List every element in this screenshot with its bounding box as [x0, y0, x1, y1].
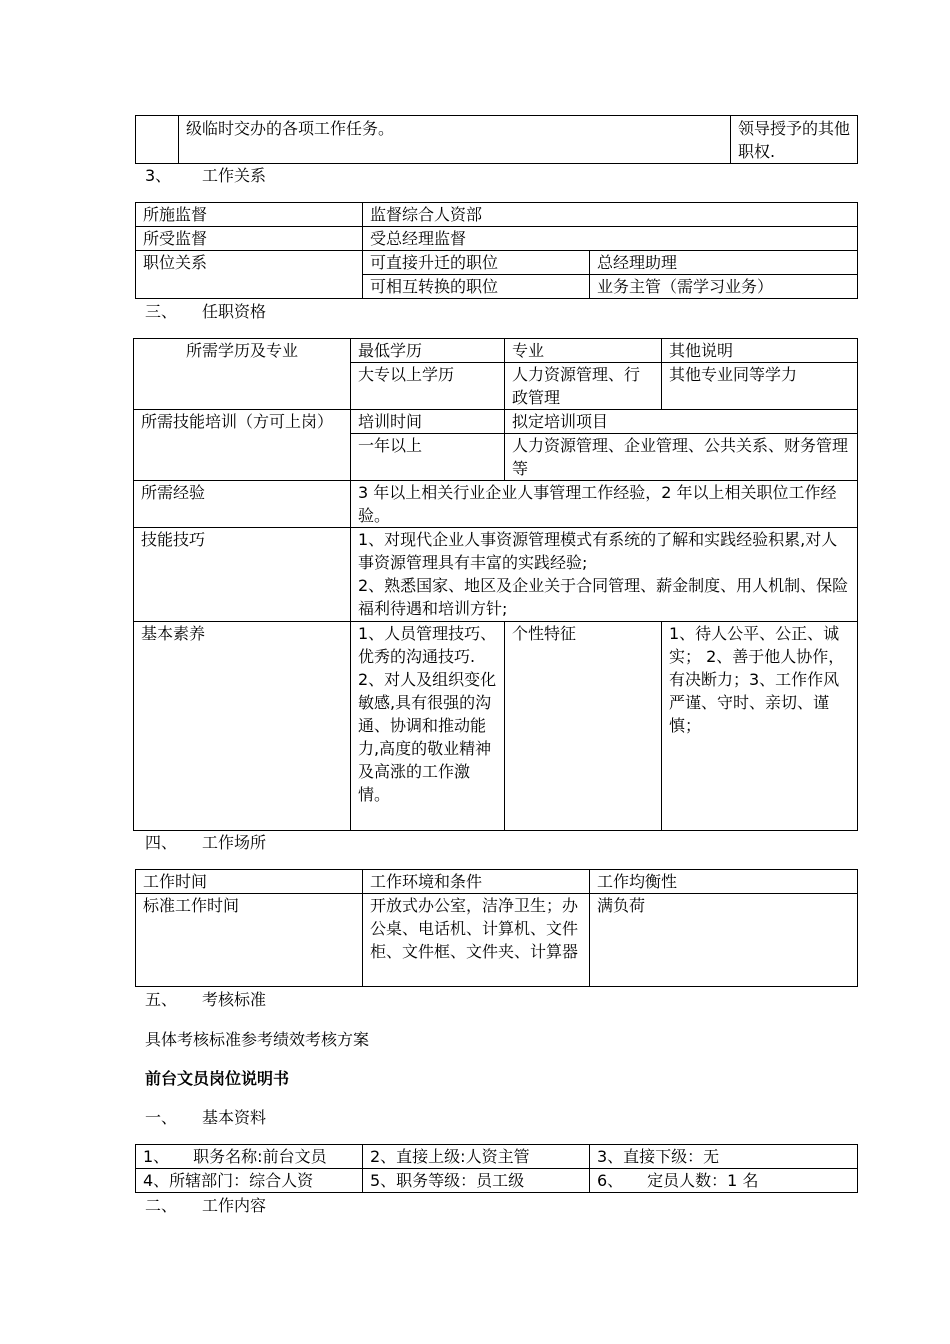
training-label: 所需技能培训（方可上岗）: [134, 410, 351, 481]
min-education-header: 最低学历: [351, 339, 505, 363]
other-notes-value: 其他专业同等学力: [662, 363, 858, 410]
training-time-value: 一年以上: [351, 434, 505, 481]
basic-info-table: [135, 1144, 858, 1193]
personality-value: 1、待人公平、公正、诚实； 2、善于他人协作，有决断力；3、工作作风严谨、守时、亲切、谨慎；: [662, 622, 858, 831]
rotate-label: 可相互转换的职位: [363, 275, 590, 299]
work-environment-value: 开放式办公室，洁净卫生；办公桌、电话机、计算机、文件柜、文件框、文件夹、计算器: [363, 894, 590, 987]
supervise-value: 监督综合人资部: [363, 203, 858, 227]
department-cell: 4、所辖部门：综合人资: [136, 1169, 363, 1193]
supervised-label: 所受监督: [136, 227, 363, 251]
skills-label: 技能技巧: [134, 528, 351, 622]
section-heading-assessment: 五、 考核标准: [145, 990, 267, 1009]
skills-line-1: 1、对现代企业人事资源管理模式有系统的了解和实践经验积累,对人事资源管理具有丰富的实践经验;: [358, 530, 838, 572]
supervise-label: 所施监督: [136, 203, 363, 227]
duty-other-cell: 领导授予的其他职权.: [731, 116, 858, 164]
min-education-value: 大专以上学历: [351, 363, 505, 410]
major-header: 专业: [505, 339, 662, 363]
duty-text-cell: 级临时交办的各项工作任务。: [179, 116, 731, 164]
qualification-table: [133, 338, 858, 831]
promote-value: 总经理助理: [590, 251, 858, 275]
training-items-value: 人力资源管理、企业管理、公共关系、财务管理等: [505, 434, 858, 481]
job-level-cell: 5、职务等级：员工级: [363, 1169, 590, 1193]
promote-label: 可直接升迁的职位: [363, 251, 590, 275]
direct-subordinate-cell: 3、直接下级：无: [590, 1145, 858, 1169]
duty-continuation-table: [135, 115, 858, 164]
section-heading-relations: 3、 工作关系: [145, 166, 267, 185]
section-heading-basic: 一、 基本资料: [145, 1108, 267, 1127]
education-label: 所需学历及专业: [134, 339, 351, 410]
workplace-table: [135, 869, 858, 987]
other-notes-header: 其他说明: [662, 339, 858, 363]
experience-label: 所需经验: [134, 481, 351, 528]
document-title: 前台文员岗位说明书: [145, 1069, 290, 1088]
work-environment-header: 工作环境和条件: [363, 870, 590, 894]
work-balance-header: 工作均衡性: [590, 870, 858, 894]
training-time-header: 培训时间: [351, 410, 505, 434]
training-items-header: 拟定培训项目: [505, 410, 858, 434]
rotate-value: 业务主管（需学习业务）: [590, 275, 858, 299]
quality-value: 1、人员管理技巧、优秀的沟通技巧. 2、对人及组织变化敏感,具有很强的沟通、协调和推动能力,高度的敬业精神及高涨的工作激情。: [351, 622, 505, 831]
section-heading-workplace: 四、 工作场所: [145, 833, 267, 852]
duty-empty-cell: [136, 116, 179, 164]
work-time-header: 工作时间: [136, 870, 363, 894]
experience-value: 3 年以上相关行业企业人事管理工作经验，2 年以上相关职位工作经验。: [351, 481, 858, 528]
personality-label: 个性特征: [505, 622, 662, 831]
skills-line-2: 2、熟悉国家、地区及企业关于合同管理、薪金制度、用人机制、保险福利待遇和培训方针;: [358, 576, 849, 618]
assessment-text: 具体考核标准参考绩效考核方案: [145, 1030, 370, 1049]
work-time-value: 标准工作时间: [136, 894, 363, 987]
section-heading-content: 二、 工作内容: [145, 1196, 267, 1215]
headcount-cell: 6、 定员人数：1 名: [590, 1169, 858, 1193]
skills-value: [351, 528, 858, 622]
quality-label: 基本素养: [134, 622, 351, 831]
major-value: 人力资源管理、行政管理: [505, 363, 662, 410]
relations-table: [135, 202, 858, 299]
direct-superior-cell: 2、直接上级:人资主管: [363, 1145, 590, 1169]
position-relation-label: 职位关系: [136, 251, 363, 299]
job-title-cell: 1、 职务名称:前台文员: [136, 1145, 363, 1169]
section-heading-qualification: 三、 任职资格: [145, 302, 267, 321]
supervised-value: 受总经理监督: [363, 227, 858, 251]
work-balance-value: 满负荷: [590, 894, 858, 987]
